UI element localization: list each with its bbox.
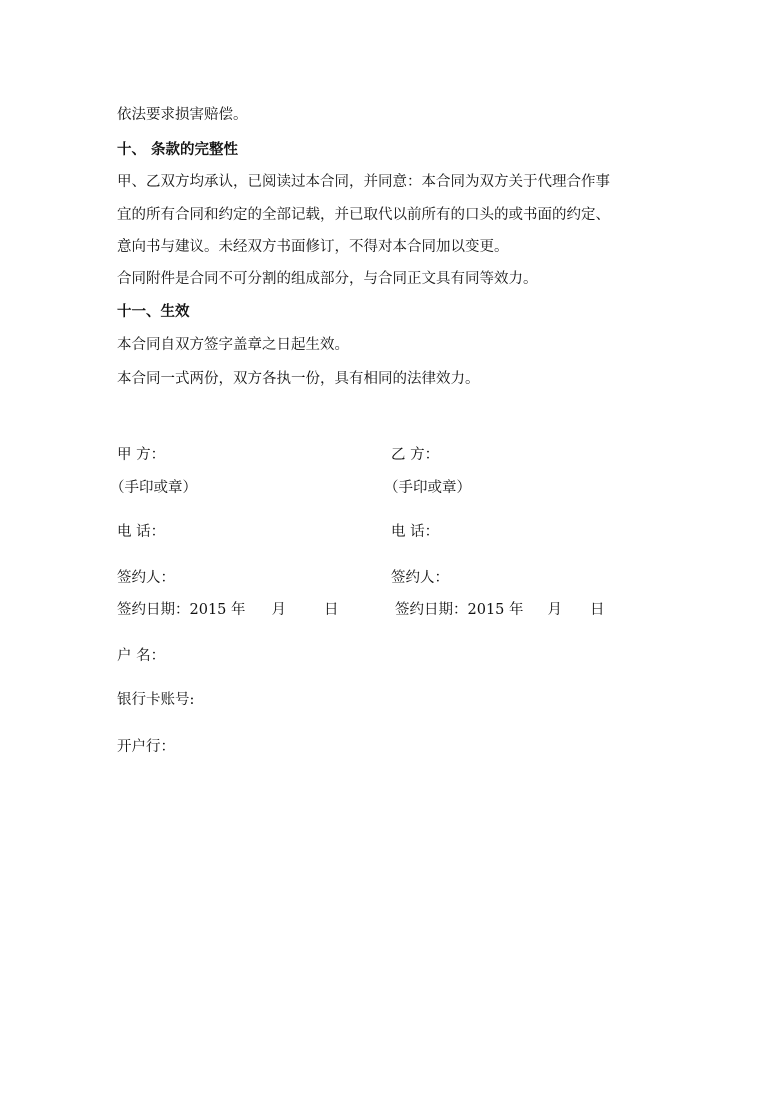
section-11-heading: 十一、生效 bbox=[117, 304, 190, 320]
party-b-signer: 签约人： bbox=[391, 570, 449, 586]
date-month: 月 bbox=[547, 602, 563, 618]
opening-bank-label: 开户行： bbox=[117, 739, 175, 755]
section-10-heading: 十、 条款的完整性 bbox=[117, 142, 239, 158]
date-month: 月 bbox=[271, 602, 287, 618]
body-text-line: 意向书与建议。未经双方书面修订，不得对本合同加以变更。 bbox=[117, 239, 509, 255]
party-b-sign-date bbox=[395, 600, 605, 620]
date-day: 日 bbox=[324, 602, 339, 618]
date-day: 日 bbox=[590, 602, 605, 618]
body-text-line: 合同附件是合同不可分割的组成部分，与合同正文具有同等效力。 bbox=[117, 271, 538, 287]
party-a-signer: 签约人： bbox=[117, 570, 175, 586]
body-text-line: 本合同自双方签字盖章之日起生效。 bbox=[117, 337, 349, 353]
body-text-line: 依法要求损害赔偿。 bbox=[117, 107, 248, 123]
party-a-sign-date bbox=[117, 600, 339, 620]
party-a-seal-note: （手印或章） bbox=[110, 480, 197, 496]
party-a-label: 甲 方： bbox=[117, 447, 166, 463]
party-a-phone: 电 话： bbox=[117, 524, 166, 540]
body-text-line: 本合同一式两份，双方各执一份，具有相同的法律效力。 bbox=[117, 371, 480, 387]
date-prefix: 签约日期：2015 年 bbox=[395, 602, 524, 618]
account-name-label: 户 名： bbox=[117, 648, 166, 664]
body-text-line: 甲、乙双方均承认，已阅读过本合同，并同意：本合同为双方关于代理合作事 bbox=[117, 174, 610, 190]
party-b-label: 乙 方： bbox=[391, 447, 440, 463]
party-b-phone: 电 话： bbox=[391, 524, 440, 540]
date-prefix: 签约日期：2015 年 bbox=[117, 602, 246, 618]
body-text-line: 宜的所有合同和约定的全部记载，并已取代以前所有的口头的或书面的约定、 bbox=[117, 207, 610, 223]
bank-card-number-label: 银行卡账号: bbox=[117, 692, 195, 708]
party-b-seal-note: （手印或章） bbox=[384, 480, 471, 496]
